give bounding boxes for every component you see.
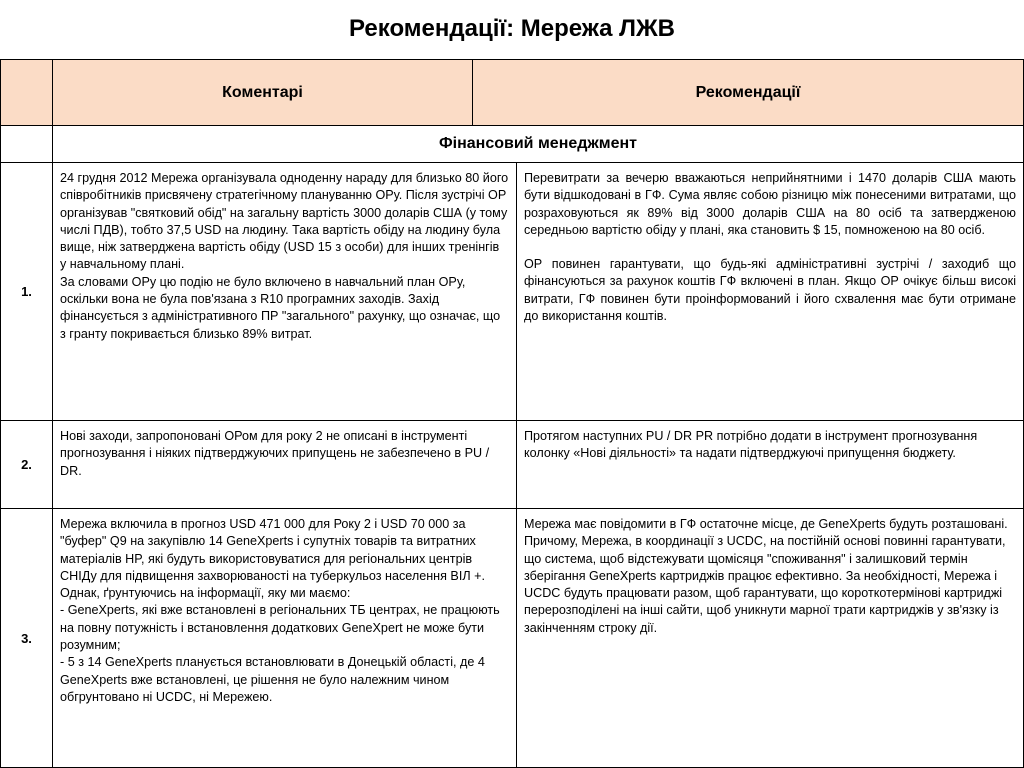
row-2-recommendation-text: Протягом наступних PU / DR PR потрібно додати в інструмент прогнозування колонку «Нові діяльності» та надати підтверджуючі припущення бюджету.	[524, 429, 978, 461]
header-comments: Коментарі	[52, 59, 473, 126]
row-1-recommendation-p2: ОР повинен гарантувати, що будь-які адміністративні зустрічі / заходиб що фінансуються за рахунок коштів ГФ включені в план. Якщо ОР очікує більш високі витрати, ГФ повинен бути проінформований і його схвалення має бути отримане до використання коштів.	[524, 257, 1016, 324]
row-3-recommendation-text: Мережа має повідомити в ГФ остаточне місце, де GeneXperts будуть розташовані. Причому, Мережа, в координації з UCDC, на постійній основі повинні гарантувати, що система, щоб відстежувати щомісяця "споживання" і залишковий термін зберігання GeneXperts картриджів працює ефективно. За необхідності, Мережа і UCDC будуть працювати разом, щоб гарантувати, що короткотермінові картриджі перерозподілені на інші сайти, щоб уникнути марної трати картриджів у зв'язку із закінченням строку дії.	[524, 517, 1008, 635]
section-num-cell	[0, 125, 53, 163]
row-1-comment	[52, 162, 517, 421]
row-2-comment-text: Нові заходи, запропоновані ОРом для року 2 не описані в інструменті прогнозування і ніяких підтверджуючих припущень не забезпечено в PU / DR.	[60, 429, 490, 478]
row-2-recommendation	[516, 420, 1024, 509]
header-recommendations: Рекомендації	[472, 59, 1024, 126]
row-1-comment-text: 24 грудня 2012 Мережа організувала одноденну нараду для близько 80 його співробітників присвячену стратегічному плануванню ОРу. Після зустрічі ОР організував "святковий обід" на загальну вартість 3000 доларів США (у тому числі ПДВ), тобто 37,5 USD на людину. Така вартість обіду на людину була вище, ніж затверджена вартість обіду (USD 15 з особи) для інших тренінгів у навчальному плані. За словами ОРу цю подію не було включено в навчальний план ОРу, оскільки вона не була пов'язана з R10 програмних заходів. Захід фінансується з адміністративного ПР "загального" рахунку, що означає, що з гранту покривається близько 89% витрат.	[60, 171, 509, 341]
row-2-comment	[52, 420, 517, 509]
row-1-recommendation	[516, 162, 1024, 421]
row-3-comment	[52, 508, 517, 768]
header-num-cell	[0, 59, 53, 126]
page-title: Рекомендації: Мережа ЛЖВ	[348, 15, 676, 42]
recommendations-table	[0, 59, 1024, 768]
paragraph-gap	[524, 239, 1016, 256]
row-3-comment-text: Мережа включила в прогноз USD 471 000 для Року 2 і USD 70 000 за "буфер" Q9 на закупівлю 14 GeneXperts і супутніх товарів та витратних матеріалів HP, які будуть використовуватися для регіональних центрів СНІДу для підвищення захворюваності на туберкульоз населення ВІЛ +. Однак, ґрунтуючись на інформації, яку ми маємо: - GeneXperts, які вже встановлені в регіональних ТБ центрах, не працюють на повну потужність і встановлення додаткових GeneXpert не може бути розумним; - 5 з 14 GeneXperts планується встановлювати в Донецькій області, де 4 GeneXperts вже встановлені, це рішення не було належним чином обгрунтовано ні UCDC, ні Мережею.	[60, 517, 500, 704]
row-1-number: 1.	[0, 162, 53, 421]
section-title: Фінансовий менеджмент	[52, 125, 1024, 163]
row-1-recommendation-p1: Перевитрати за вечерю вважаються неприйнятними і 1470 доларів США мають бути відшкодовані в ГФ. Сума являє собою різницю між понесеними витратами, що розраховуються як 89% від 3000 доларів США на 80 осіб та затвердженою середньою вартістю обіду у плані, яка становить $ 15, помноженою на 80 осіб.	[524, 171, 1016, 237]
row-2-number: 2.	[0, 420, 53, 509]
row-3-recommendation	[516, 508, 1024, 768]
row-3-number: 3.	[0, 508, 53, 768]
